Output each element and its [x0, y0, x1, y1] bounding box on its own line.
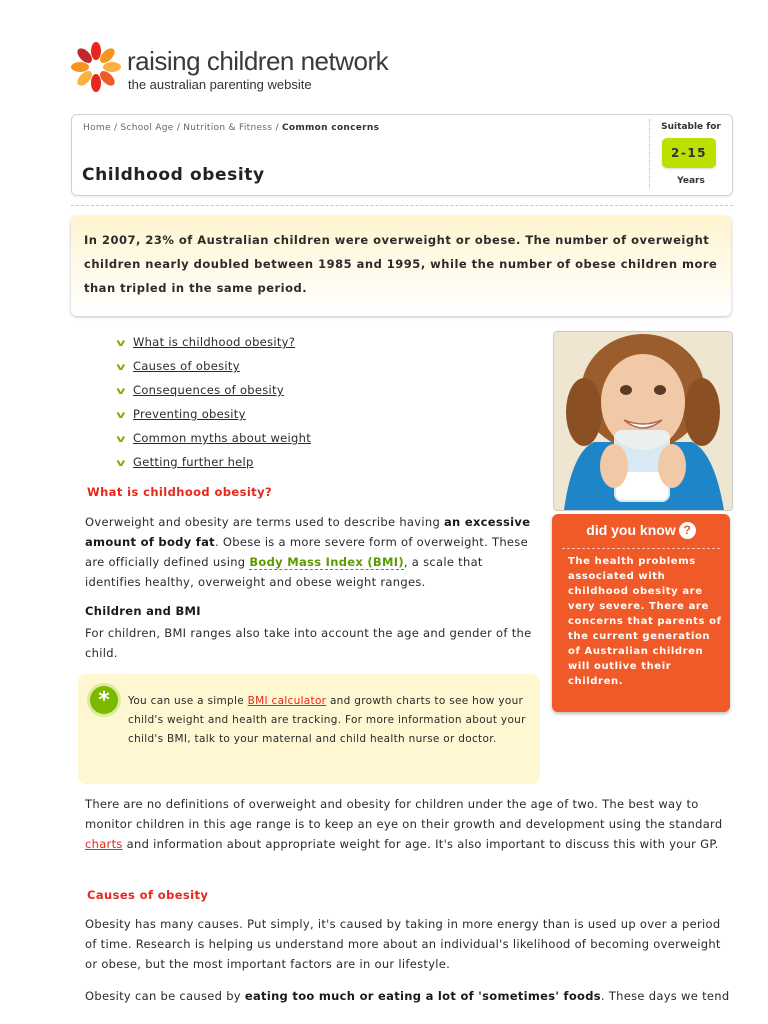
chevron-down-icon: v — [116, 410, 126, 421]
tip-text — [128, 692, 532, 749]
breadcrumb-nutrition-fitness[interactable]: Nutrition & Fitness — [183, 123, 273, 133]
toc-link[interactable]: Consequences of obesity — [133, 383, 284, 397]
charts-link[interactable]: charts — [85, 837, 123, 851]
question-icon: ? — [679, 522, 696, 539]
toc-link[interactable]: What is childhood obesity? — [133, 335, 296, 349]
toc-item-causes[interactable] — [116, 359, 240, 373]
breadcrumb-separator: / — [173, 123, 184, 133]
did-you-know-title — [552, 522, 730, 539]
toc-item-consequences[interactable] — [116, 383, 284, 397]
text-run: and information about appropriate weight for age. It's also important to discuss this with your GP. — [122, 837, 719, 851]
toc-link[interactable]: Getting further help — [133, 455, 254, 469]
years-label: Years — [677, 176, 705, 186]
did-you-know-label: did you know — [586, 522, 676, 538]
text-run: . These days we tend — [600, 989, 730, 1003]
breadcrumb-current: Common concerns — [281, 123, 380, 133]
did-you-know-text: The health problems associated with childhood obesity are very severe. There are concerns that parents of the current generation of Australian children will outlive their children. — [568, 556, 722, 687]
text-run: Obesity can be caused by — [85, 989, 245, 1003]
text-run: You can use a simple — [128, 695, 248, 707]
text-run: There are no definitions of overweight and obesity for children under the age of two. The best way to monitor children in this age range is to keep an eye on their growth and development using the standard — [85, 797, 723, 831]
site-name[interactable]: raising children network — [127, 46, 389, 76]
text-run: , a scale that identifies healthy, overweight and obese weight ranges. — [85, 555, 483, 589]
subheading-children-bmi: Children and BMI — [85, 604, 201, 618]
chevron-down-icon: v — [116, 458, 126, 469]
title-panel — [71, 114, 733, 196]
breadcrumb — [83, 123, 379, 133]
child-drinking-milk-photo — [553, 331, 733, 511]
causes-paragraph-2 — [85, 986, 735, 1006]
tip-panel — [78, 674, 540, 784]
under-two-paragraph — [85, 794, 730, 854]
toc-item-what-is[interactable] — [116, 335, 296, 349]
toc-link[interactable]: Causes of obesity — [133, 359, 240, 373]
text-run: Overweight and obesity are terms used to describe having — [85, 515, 444, 529]
chevron-down-icon: v — [116, 338, 126, 349]
definition-paragraph — [85, 512, 535, 592]
toc-item-myths[interactable] — [116, 431, 312, 445]
site-tagline: the australian parenting website — [128, 77, 312, 92]
intro-text: In 2007, 23% of Australian children were overweight or obese. The number of overweight children nearly doubled between 1985 and 1995, while the number of obese children more than tripled in the same period. — [84, 233, 718, 295]
toc-link[interactable]: Preventing obesity — [133, 407, 246, 421]
chevron-down-icon: v — [116, 386, 126, 397]
breadcrumb-separator: / — [272, 123, 282, 133]
divider — [71, 205, 733, 206]
page-title: Childhood obesity — [82, 165, 265, 185]
chevron-down-icon: v — [116, 362, 126, 373]
section-heading-what-is: What is childhood obesity? — [87, 485, 273, 499]
text-run: . Obese is a more severe form of overweight. These are officially defined using — [85, 535, 528, 569]
chevron-down-icon: v — [116, 434, 126, 445]
breadcrumb-home[interactable]: Home — [83, 123, 111, 133]
did-you-know-panel — [552, 514, 730, 712]
bold-text: eating too much or eating a lot of 'sometimes' foods — [244, 989, 601, 1003]
toc-item-further-help[interactable] — [116, 455, 254, 469]
bmi-glossary-link[interactable]: Body Mass Index (BMI) — [249, 555, 404, 569]
breadcrumb-school-age[interactable]: School Age — [120, 123, 174, 133]
suitability-divider — [649, 119, 650, 189]
suitable-for-label: Suitable for — [661, 122, 721, 132]
toc-link[interactable]: Common myths about weight — [133, 431, 312, 445]
breadcrumb-separator: / — [110, 123, 121, 133]
bold-text: an excessive amount of body fat — [85, 515, 531, 549]
bmi-calculator-link[interactable]: BMI calculator — [247, 695, 327, 707]
text-run: and growth charts to see how your child's weight and health are tracking. For more information about your child's BMI, talk to your maternal and child health nurse or doctor. — [128, 695, 526, 745]
site-logo[interactable] — [70, 40, 122, 92]
asterisk-icon: * — [90, 686, 118, 714]
causes-paragraph: Obesity has many causes. Put simply, it's caused by taking in more energy than is used up over a period of time. Research is helping us understand more about an individual's likelihood of becoming overweight or obese, but the most important factors are in our lifestyle. — [85, 917, 721, 971]
bmi-paragraph: For children, BMI ranges also take into account the age and gender of the child. — [85, 626, 532, 660]
did-you-know-divider — [562, 548, 720, 549]
toc-item-preventing[interactable] — [116, 407, 246, 421]
intro-panel — [71, 216, 731, 316]
section-heading-causes: Causes of obesity — [87, 888, 209, 902]
age-range-badge: 2-15 — [662, 138, 716, 168]
